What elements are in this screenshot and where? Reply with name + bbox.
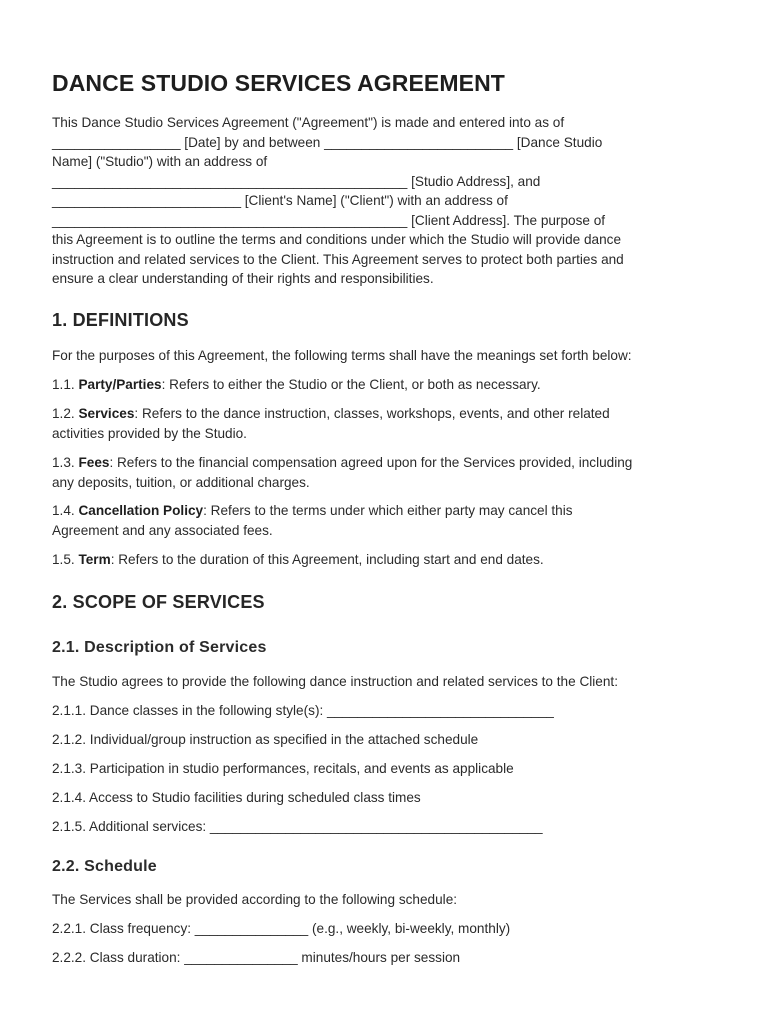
intro-line: instruction and related services to the Client. This Agreement serves to protect both parties and — [52, 251, 624, 267]
service-item: 2.1.1. Dance classes in the following style(s): ______________________________ — [52, 703, 554, 718]
definition-text-continued: any deposits, tuition, or additional charges. — [52, 474, 310, 490]
intro-line: _________________ [Date] by and between _________________________ [Dance Studio — [52, 134, 603, 150]
service-item: 2.1.4. Access to Studio facilities during scheduled class times — [52, 790, 421, 805]
intro-line: Name] ("Studio") with an address of — [52, 154, 268, 169]
definition-number: 1.3. — [52, 455, 79, 470]
definition-text: : Refers to the terms under which either party may cancel this — [203, 503, 573, 518]
section-heading-scope: 2. SCOPE OF SERVICES — [52, 592, 265, 612]
intro-line: This Dance Studio Services Agreement ("Agreement") is made and entered into as of — [52, 115, 565, 130]
subsection-heading-description: 2.1. Description of Services — [52, 639, 267, 656]
definition-text: : Refers to the duration of this Agreement, including start and end dates. — [110, 552, 544, 567]
definition-text: : Refers to the financial compensation agreed upon for the Services provided, including — [109, 455, 633, 470]
definition-term: Fees — [78, 455, 110, 470]
definition-term: Cancellation Policy — [78, 503, 204, 518]
definition-text-continued: Agreement and any associated fees. — [52, 522, 273, 538]
intro-line: _______________________________________________ [Studio Address], and — [52, 173, 541, 189]
service-item: 2.1.2. Individual/group instruction as specified in the attached schedule — [52, 732, 479, 747]
definition-item — [52, 453, 732, 492]
definition-line — [52, 453, 732, 473]
document-title: DANCE STUDIO SERVICES AGREEMENT — [52, 70, 505, 96]
definition-term: Party/Parties — [78, 377, 162, 392]
intro-line: _______________________________________________ [Client Address]. The purpose of — [52, 212, 606, 228]
definition-text-continued: activities provided by the Studio. — [52, 425, 247, 441]
definition-term: Services — [78, 406, 135, 421]
section-heading-definitions: 1. DEFINITIONS — [52, 310, 189, 330]
definition-line — [52, 404, 732, 424]
intro-line: ensure a clear understanding of their rights and responsibilities. — [52, 271, 434, 286]
intro-line: this Agreement is to outline the terms and conditions under which the Studio will provide dance — [52, 232, 621, 247]
definition-number: 1.4. — [52, 503, 79, 518]
definition-item — [52, 550, 732, 570]
definition-number: 1.2. — [52, 406, 79, 421]
service-item: 2.1.3. Participation in studio performances, recitals, and events as applicable — [52, 761, 514, 776]
definition-number: 1.5. — [52, 552, 79, 567]
schedule-lead: The Services shall be provided according to the following schedule: — [52, 892, 458, 907]
definition-line — [52, 550, 732, 570]
definition-line — [52, 375, 732, 395]
schedule-item: 2.2.1. Class frequency: _______________ (e.g., weekly, bi-weekly, monthly) — [52, 921, 511, 936]
subsection-heading-schedule: 2.2. Schedule — [52, 858, 157, 875]
definition-number: 1.1. — [52, 377, 79, 392]
service-item: 2.1.5. Additional services: ____________________________________________ — [52, 819, 543, 834]
definition-line — [52, 501, 732, 521]
schedule-item: 2.2.2. Class duration: _______________ minutes/hours per session — [52, 950, 461, 965]
definition-item — [52, 501, 732, 540]
definition-text: : Refers to either the Studio or the Client, or both as necessary. — [161, 377, 541, 392]
definition-term: Term — [78, 552, 111, 567]
description-lead: The Studio agrees to provide the following dance instruction and related services to the Client: — [52, 674, 618, 689]
definitions-lead: For the purposes of this Agreement, the following terms shall have the meanings set forth below: — [52, 348, 632, 363]
intro-line: _________________________ [Client's Name] ("Client") with an address of — [52, 193, 508, 208]
definition-item — [52, 404, 732, 443]
intro-paragraph — [52, 113, 722, 289]
definition-text: : Refers to the dance instruction, classes, workshops, events, and other related — [134, 406, 610, 421]
definition-item — [52, 375, 732, 395]
